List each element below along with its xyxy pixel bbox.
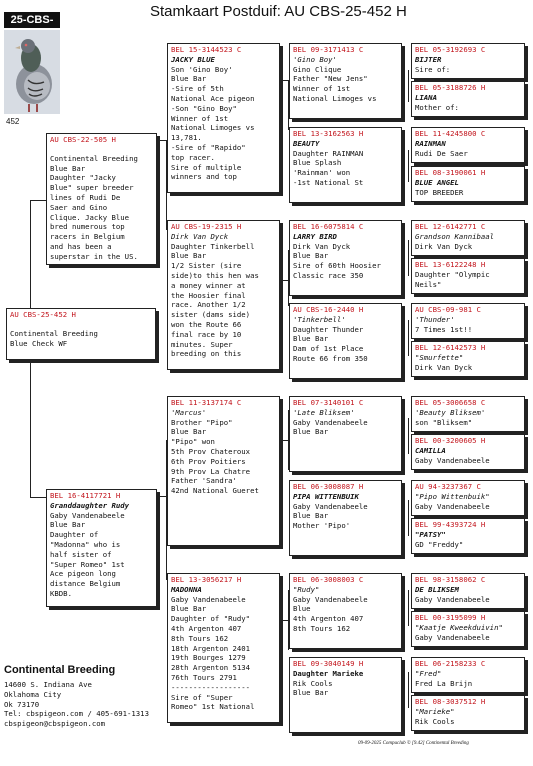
pedigree-line: Dirk Van Dyck [293, 241, 351, 251]
pigeon-card-g7[interactable] [411, 303, 525, 339]
ring-number: BEL 13-6122248 H [415, 260, 486, 269]
pigeon-card-g14[interactable] [411, 611, 525, 647]
pedigree-line: Brother "Pipo" [171, 417, 233, 427]
pedigree-name: PIPA WITTENBUIK [293, 491, 359, 501]
pedigree-line: Mother 'Pipo' [293, 521, 351, 531]
connector-main [30, 360, 31, 498]
ring-number: BEL 08-3037512 H [415, 697, 486, 706]
pedigree-line: 5th Prov Chateroux [171, 446, 251, 456]
connector-gg [408, 320, 409, 356]
pigeon-card-g15[interactable] [411, 657, 525, 693]
print-footer: 09-09-2025 Compuclub © [9.42] Continental Breeding [358, 741, 469, 746]
ring-number: BEL 00-3195099 H [415, 613, 486, 622]
pedigree-line: Gaby Vandenabeele [50, 510, 125, 520]
pedigree-line: National Limoges vs [293, 93, 377, 103]
pigeon-card-sds[interactable] [289, 220, 402, 296]
pedigree-line: 8th Tours 162 [293, 623, 351, 633]
pedigree-name: BLUE ANGEL [415, 177, 459, 187]
ring-number: BEL 12-6142771 C [415, 222, 486, 231]
pedigree-name: 'Marcus' [171, 407, 207, 417]
pedigree-line: 28th Argenton 5134 [171, 663, 251, 673]
pedigree-line: 4th Argenton 407 [171, 623, 242, 633]
pedigree-line: GD "Freddy" [415, 539, 464, 549]
connector-gg [408, 500, 409, 536]
pedigree-line: won the Route 66 [171, 319, 242, 329]
pedigree-line: Gaby Vandenabeele [293, 501, 368, 511]
pedigree-line: Winner of 1st [171, 113, 229, 123]
pedigree-line: Blue Check WF [10, 338, 68, 348]
ring-number: BEL 11-4245800 C [415, 129, 486, 138]
pedigree-line: Gaby Vandenabeele [415, 501, 490, 511]
pedigree-line: Classic race 350 [293, 270, 364, 280]
pedigree-name: BEAUTY [293, 138, 320, 148]
ring-number: AU CBS-22-505 H [50, 135, 116, 144]
pedigree-line: Blue [293, 604, 311, 614]
pedigree-line: Rudi De Saer [415, 148, 468, 158]
pedigree-line: Blue Bar [293, 334, 329, 344]
pedigree-line: Blue Bar [293, 251, 329, 261]
pedigree-line: 6th Prov Poitiers [171, 456, 246, 466]
pedigree-line: winners and top [171, 172, 237, 182]
pigeon-card-g10[interactable] [411, 434, 525, 470]
ring-number: AU CBS-16-2440 H [293, 305, 364, 314]
pedigree-line: Gaby Vandenabeele [293, 417, 368, 427]
pedigree-line: Gaby Vandenabeele [415, 594, 490, 604]
pedigree-name: JACKY BLUE [171, 54, 215, 64]
pedigree-line: Daughter Thunder [293, 324, 364, 334]
ring-number: BEL 11-3137174 C [171, 398, 242, 407]
ring-number: BEL 07-3140101 C [293, 398, 364, 407]
pigeon-card-g3[interactable] [411, 127, 525, 163]
pedigree-name: 'Late Bliksem' [293, 407, 355, 417]
pedigree-line: 13,781. [171, 133, 202, 143]
pedigree-name: 'Gino Boy' [293, 54, 337, 64]
connector-main [30, 497, 46, 498]
pedigree-line: Winner of 1st [293, 84, 351, 94]
pedigree-name: "PATSY" [415, 529, 446, 539]
pedigree-line: Daughter of [50, 530, 99, 540]
pedigree-line: 4th Argenton 407 [293, 614, 364, 624]
pedigree-line: Blue Bar [293, 427, 329, 437]
pedigree-line: lines of Rudi De [50, 192, 121, 202]
pedigree-line: 'Rainman' won [293, 168, 351, 178]
pedigree-name: "Fred" [415, 668, 442, 678]
pedigree-line: Fred La Brijn [415, 678, 473, 688]
pedigree-line: Dam of 1st Place [293, 344, 364, 354]
pedigree-line: -1st National St [293, 177, 364, 187]
pedigree-line: distance Belgium [50, 579, 121, 589]
pedigree-name: CAMILLA [415, 445, 446, 455]
pigeon-card-ssd[interactable] [289, 127, 402, 203]
pedigree-line: Daughter RAINMAN [293, 148, 364, 158]
pedigree-line: a money winner at [171, 280, 246, 290]
pedigree-line: breeding on this [171, 349, 242, 359]
breeder-info [4, 664, 164, 729]
pigeon-photo [4, 30, 60, 114]
pedigree-line: Dirk Van Dyck [415, 362, 473, 372]
pedigree-name: RAINMAN [415, 138, 446, 148]
ring-number: BEL 98-3158062 C [415, 575, 486, 584]
pedigree-line: side)to this hen was [171, 270, 259, 280]
ring-number: BEL 99-4393724 H [415, 520, 486, 529]
pedigree-line: Blue Bar [293, 511, 329, 521]
ring-number: BEL 12-6142573 H [415, 343, 486, 352]
pedigree-name: Granddaughter Rudy [50, 500, 130, 510]
ring-number: AU 94-3237367 C [415, 482, 481, 491]
pedigree-line: 7 Times 1st!! [415, 324, 473, 334]
connector-gg [408, 240, 409, 276]
breeder-city: Oklahoma City [4, 689, 62, 699]
pedigree-line: Gaby Vandenabeele [415, 632, 490, 642]
pedigree-line: Rik Cools [293, 678, 333, 688]
pedigree-line: Saer and Gino [50, 202, 108, 212]
pigeon-card-dss[interactable] [289, 396, 402, 472]
photo-number: 452 [6, 117, 20, 126]
pigeon-card-ss[interactable] [167, 43, 280, 193]
ring-number: AU CBS-19-2315 H [171, 222, 242, 231]
connector-gg [408, 672, 409, 708]
pedigree-line: son "Bliksem" [415, 417, 473, 427]
pedigree-line: Blue Bar [171, 74, 207, 84]
pedigree-line: Blue" super breeder [50, 183, 134, 193]
pedigree-line: Sire of: [415, 64, 451, 74]
pedigree-name: DE BLIKSEM [415, 584, 459, 594]
pedigree-line: Mother of: [415, 102, 459, 112]
ring-number: BEL 06-3008087 H [293, 482, 364, 491]
pedigree-line: Rik Cools [415, 716, 455, 726]
pedigree-line: National Limoges vs [171, 123, 255, 133]
pedigree-name: 'Thunder' [415, 314, 455, 324]
ring-tag: 25-CBS- [4, 12, 60, 28]
pigeon-card-dd[interactable] [167, 573, 280, 723]
pigeon-card-dam[interactable] [46, 489, 157, 607]
pedigree-line: Sire of 60th Hoosier [293, 261, 381, 271]
pedigree-line: Gaby Vandenabeele [415, 455, 490, 465]
pedigree-name: Dirk Van Dyck [171, 231, 229, 241]
pedigree-name: BIJTER [415, 54, 442, 64]
pedigree-name: 'Tinkerbell' [293, 314, 346, 324]
ring-number: BEL 05-3188726 H [415, 83, 486, 92]
pedigree-name: 'Beauty Bliksem' [415, 407, 486, 417]
ring-number: BEL 00-3200605 H [415, 436, 486, 445]
pedigree-line: Daughter "Olympic [415, 269, 490, 279]
pedigree-line: "Madonna" who is [50, 539, 121, 549]
pedigree-line: half sister of [50, 549, 112, 559]
pedigree-line: Route 66 from 350 [293, 353, 368, 363]
pedigree-line: and has been a [50, 241, 112, 251]
ring-number: BEL 16-6075814 C [293, 222, 364, 231]
pigeon-card-ds[interactable] [167, 396, 280, 546]
pedigree-line: Blue Bar [50, 520, 86, 530]
pigeon-card-g8[interactable] [411, 341, 525, 377]
ring-number: AU CBS-09-981 C [415, 305, 481, 314]
pigeon-card-sire[interactable] [46, 133, 157, 265]
pedigree-line: TOP BREEDER [415, 187, 464, 197]
pedigree-line: "Pipo" won [171, 437, 215, 447]
pedigree-line: 42nd National Gueret [171, 486, 259, 496]
ring-number: BEL 05-3192693 C [415, 45, 486, 54]
pedigree-line: -Sire of 5th [171, 84, 224, 94]
pedigree-name: LARRY BIRD [293, 231, 337, 241]
pedigree-line: Father 'Sandra' [171, 476, 237, 486]
pedigree-line: 9th Prov La Chatre [171, 466, 251, 476]
pedigree-line: ------------------ [171, 682, 251, 692]
pedigree-name: LIANA [415, 92, 437, 102]
pedigree-line: top racer. [171, 152, 215, 162]
pedigree-line: Ace pigeon long [50, 569, 116, 579]
pedigree-name: "Kaatje Kweekduivin" [415, 622, 503, 632]
connector-gg [408, 150, 409, 182]
pedigree-line: Blue Bar [171, 251, 207, 261]
ring-number: BEL 05-3006658 C [415, 398, 486, 407]
pedigree-line: Blue Bar [171, 427, 207, 437]
pedigree-line: Blue Bar [50, 163, 86, 173]
pedigree-line: minutes. Super [171, 339, 233, 349]
pedigree-line: Sire of "Super [171, 692, 233, 702]
ring-number: BEL 13-3056217 H [171, 575, 242, 584]
pigeon-card-g12[interactable] [411, 518, 525, 554]
pigeon-card-main[interactable] [6, 308, 156, 360]
ring-number: BEL 16-4117721 H [50, 491, 121, 500]
pigeon-card-sd[interactable] [167, 220, 280, 370]
pigeon-card-ddd[interactable] [289, 657, 402, 733]
pedigree-line: final race by 10 [171, 329, 242, 339]
pedigree-line: Blue Bar [171, 604, 207, 614]
pigeon-card-g2[interactable] [411, 81, 525, 117]
pedigree-line: bred numerous top [50, 222, 125, 232]
ring-number: BEL 06-3008003 C [293, 575, 364, 584]
pedigree-line: Daughter of "Rudy" [171, 614, 251, 624]
page-title: Stamkaart Postduif: AU CBS-25-452 H [150, 3, 407, 20]
pedigree-name: "Marieke" [415, 706, 455, 716]
pedigree-name: "Rudy" [293, 584, 320, 594]
pedigree-line: race. Another 1/2 [171, 300, 246, 310]
pedigree-line: -Son "Gino Boy" [171, 103, 237, 113]
pedigree-line: 8th Tours 162 [171, 633, 229, 643]
pedigree-line: Continental Breeding [10, 328, 98, 338]
pedigree-line: -Sire of "Rapido" [171, 142, 246, 152]
pedigree-line: KBDB. [50, 588, 72, 598]
pedigree-line: sister (dams side) [171, 310, 251, 320]
breeder-phone[interactable]: Tel: cbspigeon.com / 405-691-1313 [4, 709, 149, 719]
pedigree-line: Romeo" 1st National [171, 702, 255, 712]
ring-number: BEL 08-3190061 H [415, 168, 486, 177]
pedigree-line: Continental Breeding [50, 153, 138, 163]
pedigree-line: Gaby Vandenabeele [171, 594, 246, 604]
ring-number: BEL 15-3144523 C [171, 45, 242, 54]
pigeon-card-sdd[interactable] [289, 303, 402, 379]
pigeon-card-g11[interactable] [411, 480, 525, 516]
breeder-address: 14600 S. Indiana Ave [4, 680, 92, 689]
pedigree-line: 76th Tours 2791 [171, 672, 237, 682]
pedigree-line: 18th Argenton 2401 [171, 643, 251, 653]
pigeon-card-g6[interactable] [411, 258, 525, 294]
connector-gg [408, 590, 409, 626]
pedigree-line: Gaby Vandenabeele [293, 594, 368, 604]
pedigree-name: "Pipo Wittenbuik" [415, 491, 490, 501]
pedigree-line: Clique. Jacky Blue [50, 212, 130, 222]
pedigree-line: Dirk Van Dyck [415, 241, 473, 251]
pedigree-name: MADONNA [171, 584, 202, 594]
pigeon-card-sss[interactable] [289, 43, 402, 119]
pedigree-line: Blue Splash [293, 158, 342, 168]
pedigree-line: Neils" [415, 279, 442, 289]
pedigree-line: Father "New Jens" [293, 74, 368, 84]
pigeon-card-g9[interactable] [411, 396, 525, 432]
pedigree-name: "Smurfette" [415, 352, 464, 362]
breeder-zip: Ok 73170 [4, 699, 40, 709]
ring-number: BEL 09-3171413 C [293, 45, 364, 54]
pedigree-line: Sire of multiple [171, 162, 242, 172]
connector-gg [408, 70, 409, 102]
pedigree-line: 1/2 Sister (sire [171, 261, 242, 271]
pedigree-line: "Super Romeo" 1st [50, 559, 125, 569]
connector-gg [408, 418, 409, 454]
pigeon-card-dsd[interactable] [289, 480, 402, 556]
pedigree-line: National Ace pigeon [171, 93, 255, 103]
pedigree-line: superstar in the US. [50, 251, 138, 261]
pedigree-line: 19th Bourges 1279 [171, 653, 246, 663]
pedigree-line: Daughter "Jacky [50, 173, 116, 183]
pedigree-name: Daughter Marieke [293, 668, 364, 678]
breeder-email[interactable]: cbspigeon@cbspigeon.com [4, 719, 106, 729]
ring-number: AU CBS-25-452 H [10, 310, 76, 319]
pigeon-card-dds[interactable] [289, 573, 402, 649]
pigeon-card-g4[interactable] [411, 166, 525, 202]
pedigree-line: Gino Clique [293, 64, 342, 74]
ring-number: BEL 13-3162563 H [293, 129, 364, 138]
pedigree-name: Grandson Kannibaal [415, 231, 495, 241]
pedigree-line: Daughter Tinkerbell [171, 241, 255, 251]
pedigree-line: Blue Bar [293, 688, 329, 698]
connector-main [30, 200, 31, 308]
pedigree-line: Son 'Gino Boy' [171, 64, 233, 74]
pedigree-line: racers in Belgium [50, 232, 125, 242]
pigeon-card-g16[interactable] [411, 695, 525, 731]
pigeon-card-g5[interactable] [411, 220, 525, 256]
pigeon-card-g13[interactable] [411, 573, 525, 609]
pigeon-card-g1[interactable] [411, 43, 525, 79]
breeder-name: Continental Breeding [4, 664, 116, 676]
connector-main [30, 200, 46, 201]
ring-number: BEL 09-3040149 H [293, 659, 364, 668]
ring-number: BEL 06-2158233 C [415, 659, 486, 668]
pedigree-line: the Hoosier final [171, 290, 246, 300]
